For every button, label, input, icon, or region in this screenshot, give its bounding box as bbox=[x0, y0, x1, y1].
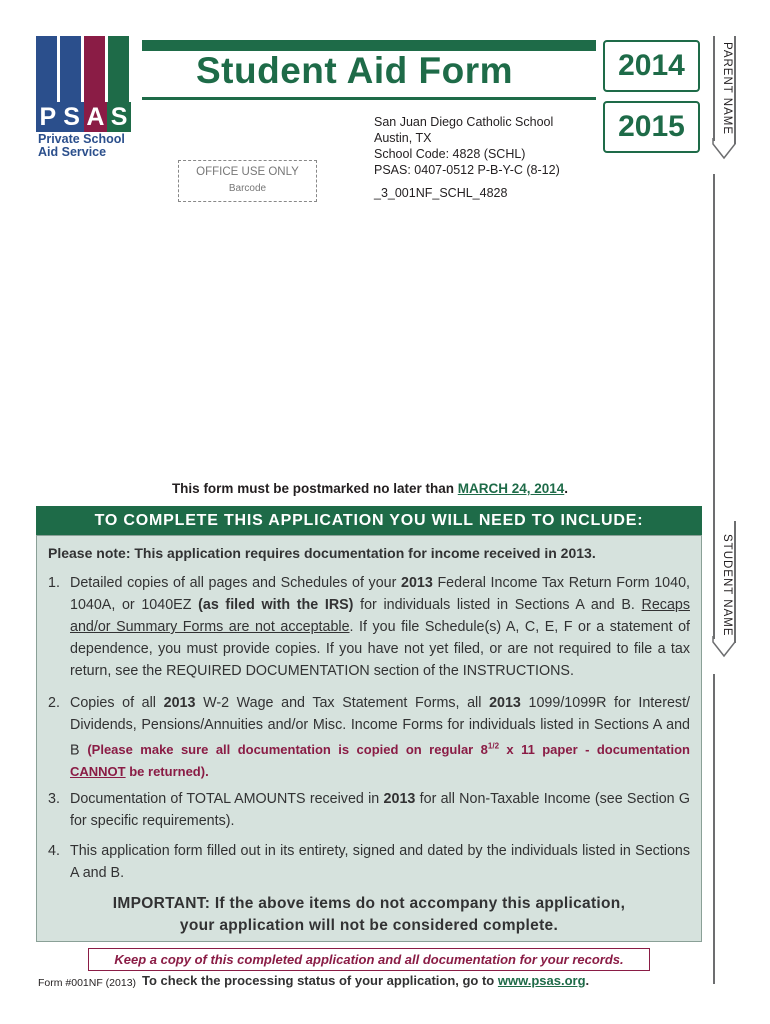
psas-code: PSAS: 0407-0512 P-B-Y-C (8-12) bbox=[374, 163, 560, 177]
item-text: Federal Income Tax Return Form 1040, 1040A, or 1040EZ bbox=[70, 575, 690, 613]
item-text: 1099/1099R for Interest/ Dividends, Pensions/Annuities and/or Misc. Income Forms for individuals listed in Sections A and B bbox=[70, 695, 691, 759]
form-number: Form #001NF (2013) bbox=[38, 977, 137, 989]
logo-bar bbox=[60, 36, 81, 102]
logo-bar bbox=[84, 36, 105, 102]
item-text: for all Non-Taxable Income (see Section G for specific requirements). bbox=[70, 791, 691, 829]
logo-wordmark bbox=[36, 102, 131, 132]
side-rule-lower bbox=[713, 674, 715, 984]
barcode-label: Barcode bbox=[228, 183, 267, 194]
logo-subtitle bbox=[38, 133, 125, 159]
item-text: . If you file Schedule(s) A, C, E, F or a statement of dependence, you must provide copies. If you have not yet filed, or are not required to file a tax return, see the REQUIRED DOCUMENTATION section of the INSTRUCTIONS. bbox=[70, 619, 690, 679]
item-underlined: Recaps and/or Summary Forms are not acceptable bbox=[70, 597, 690, 635]
school-code: School Code: 4828 (SCHL) bbox=[374, 147, 526, 161]
requirement-item bbox=[48, 788, 690, 832]
item-warning bbox=[70, 742, 690, 779]
keep-copy-notice: Keep a copy of this completed application and all documentation for your records. bbox=[88, 948, 650, 971]
postmark-text: This form must be postmarked no later than bbox=[171, 481, 454, 496]
status-line bbox=[142, 973, 589, 988]
logo-bar bbox=[36, 36, 57, 102]
item-warning-text: be returned). bbox=[129, 764, 209, 780]
header-underline bbox=[142, 97, 596, 100]
year-end-box: 2015 bbox=[603, 101, 700, 153]
item-year: 2013 bbox=[401, 575, 433, 591]
status-end: . bbox=[585, 973, 590, 988]
item-text: Detailed copies of all pages and Schedules of your bbox=[70, 575, 397, 591]
student-tab-line-right bbox=[734, 521, 736, 643]
item-year: 2013 bbox=[383, 791, 416, 807]
important-line-2: your application will not be considered complete. bbox=[179, 917, 559, 934]
school-info bbox=[374, 114, 560, 178]
logo-line-2: Aid Service bbox=[38, 145, 107, 159]
parent-name-tab: PARENT NAME bbox=[721, 42, 733, 136]
item-warning-underlined: CANNOT bbox=[70, 764, 126, 780]
item-text: for individuals listed in Sections A and B. bbox=[360, 597, 635, 613]
item-text: W-2 Wage and Tax Statement Forms, all bbox=[203, 695, 482, 711]
item-number: 4. bbox=[48, 843, 60, 859]
logo-letter: S bbox=[107, 102, 131, 132]
item-emphasis: (as filed with the IRS) bbox=[198, 597, 354, 613]
item-text: This application form filled out in its entirety, signed and dated by the individuals listed in Sections A and B. bbox=[70, 843, 690, 881]
item-text: Documentation of TOTAL AMOUNTS received in bbox=[70, 791, 380, 807]
year-start-box: 2014 bbox=[603, 40, 700, 92]
requirement-item bbox=[48, 840, 690, 884]
student-tab-line bbox=[713, 521, 715, 639]
item-year: 2013 bbox=[163, 695, 196, 711]
item-year: 2013 bbox=[489, 695, 521, 711]
parent-tab-arrow-icon bbox=[712, 138, 736, 162]
office-use-label: OFFICE USE ONLY bbox=[196, 166, 299, 178]
item-number: 1. bbox=[48, 575, 60, 591]
income-note: Please note: This application requires documentation for income received in 2013. bbox=[48, 545, 596, 561]
parent-tab-line-right bbox=[734, 36, 736, 144]
page-title: Student Aid Form bbox=[196, 50, 513, 91]
important-notice bbox=[36, 893, 702, 937]
postmark-end: . bbox=[564, 481, 569, 496]
office-use-barcode-box bbox=[178, 160, 317, 202]
parent-tab-line bbox=[713, 36, 715, 141]
status-text: To check the processing status of your application, go to bbox=[142, 973, 495, 988]
item-warning-sup: 1/2 bbox=[487, 742, 500, 751]
logo-letter: P bbox=[36, 102, 60, 132]
form-code: _3_001NF_SCHL_4828 bbox=[374, 186, 508, 200]
logo-letter: S bbox=[60, 102, 84, 132]
psas-website-link[interactable]: www.psas.org bbox=[497, 973, 586, 988]
postmark-deadline bbox=[0, 481, 740, 496]
requirement-item bbox=[48, 572, 690, 682]
school-city: Austin, TX bbox=[374, 131, 432, 145]
important-line-1: IMPORTANT: If the above items do not accompany this application, bbox=[112, 895, 626, 912]
requirements-banner: TO COMPLETE THIS APPLICATION YOU WILL NEED TO INCLUDE: bbox=[36, 506, 702, 535]
psas-logo bbox=[36, 36, 131, 161]
student-tab-arrow-icon bbox=[712, 636, 736, 660]
item-number: 3. bbox=[48, 791, 60, 807]
logo-line-1: Private School bbox=[38, 132, 125, 146]
item-text: Copies of all bbox=[70, 695, 156, 711]
item-warning-text: (Please make sure all documentation is copied on regular 8 bbox=[87, 742, 488, 758]
logo-letter: A bbox=[84, 102, 108, 132]
postmark-date: MARCH 24, 2014 bbox=[457, 481, 565, 496]
requirement-item bbox=[48, 692, 690, 783]
student-name-tab: STUDENT NAME bbox=[721, 534, 733, 637]
school-name: San Juan Diego Catholic School bbox=[374, 115, 554, 129]
item-warning-text: x 11 paper - documentation bbox=[499, 742, 690, 758]
logo-bar bbox=[108, 36, 129, 102]
item-number: 2. bbox=[48, 695, 60, 711]
side-rule bbox=[713, 174, 715, 521]
